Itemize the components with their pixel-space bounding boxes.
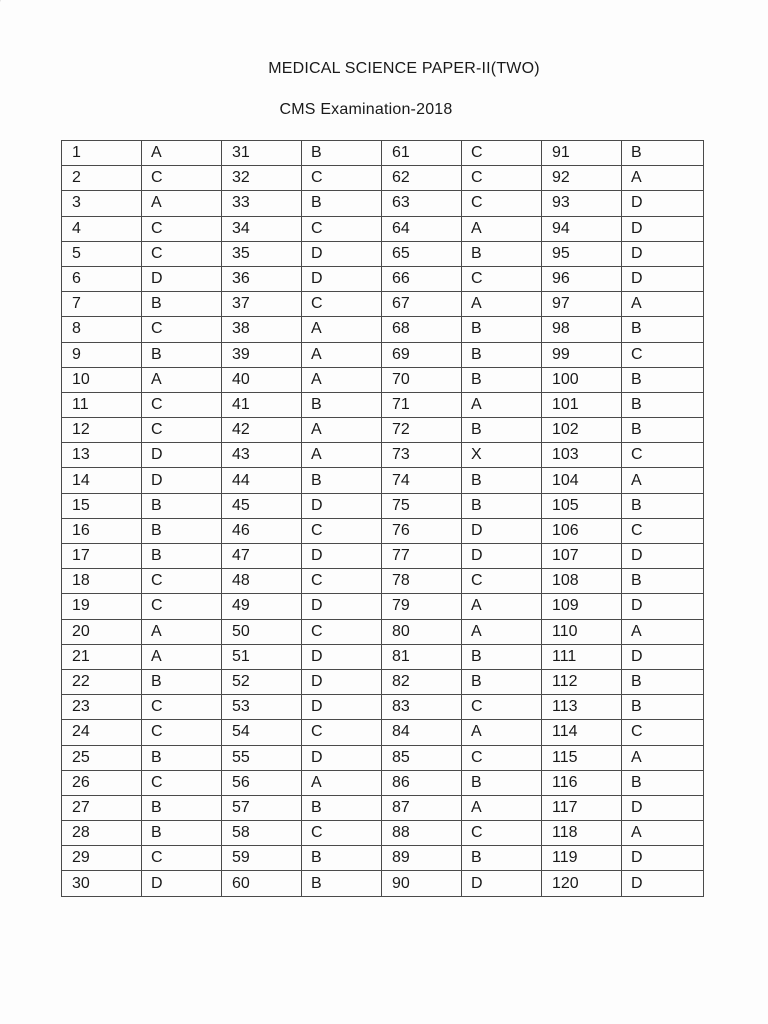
table-row bbox=[62, 266, 704, 291]
answer-option: C bbox=[622, 342, 704, 367]
question-number: 59 bbox=[222, 846, 302, 871]
question-number: 67 bbox=[382, 292, 462, 317]
table-row bbox=[62, 644, 704, 669]
question-number: 43 bbox=[222, 443, 302, 468]
question-number: 30 bbox=[62, 871, 142, 896]
question-number: 53 bbox=[222, 695, 302, 720]
answer-option: C bbox=[302, 569, 382, 594]
answer-option: D bbox=[302, 669, 382, 694]
answer-option: X bbox=[462, 443, 542, 468]
question-number: 37 bbox=[222, 292, 302, 317]
table-row bbox=[62, 317, 704, 342]
question-number: 70 bbox=[382, 367, 462, 392]
table-row bbox=[62, 216, 704, 241]
answer-option: B bbox=[302, 141, 382, 166]
answer-option: C bbox=[142, 166, 222, 191]
question-number: 57 bbox=[222, 795, 302, 820]
answer-option: B bbox=[142, 544, 222, 569]
table-row bbox=[62, 619, 704, 644]
answer-option: C bbox=[142, 317, 222, 342]
question-number: 69 bbox=[382, 342, 462, 367]
question-number: 52 bbox=[222, 669, 302, 694]
answer-option: A bbox=[622, 619, 704, 644]
answer-option: C bbox=[462, 191, 542, 216]
question-number: 44 bbox=[222, 468, 302, 493]
table-row bbox=[62, 392, 704, 417]
answer-option: C bbox=[302, 619, 382, 644]
answer-option: C bbox=[142, 392, 222, 417]
answer-option: A bbox=[622, 821, 704, 846]
question-number: 117 bbox=[542, 795, 622, 820]
answer-option: C bbox=[302, 166, 382, 191]
question-number: 89 bbox=[382, 846, 462, 871]
answer-option: C bbox=[142, 695, 222, 720]
answer-option: C bbox=[622, 518, 704, 543]
answer-option: C bbox=[622, 720, 704, 745]
question-number: 7 bbox=[62, 292, 142, 317]
answer-option: A bbox=[142, 644, 222, 669]
question-number: 95 bbox=[542, 241, 622, 266]
question-number: 10 bbox=[62, 367, 142, 392]
question-number: 78 bbox=[382, 569, 462, 594]
question-number: 112 bbox=[542, 669, 622, 694]
question-number: 100 bbox=[542, 367, 622, 392]
question-number: 29 bbox=[62, 846, 142, 871]
question-number: 99 bbox=[542, 342, 622, 367]
answer-option: B bbox=[462, 418, 542, 443]
answer-option: B bbox=[622, 317, 704, 342]
question-number: 36 bbox=[222, 266, 302, 291]
question-number: 115 bbox=[542, 745, 622, 770]
question-number: 46 bbox=[222, 518, 302, 543]
answer-option: B bbox=[142, 493, 222, 518]
question-number: 81 bbox=[382, 644, 462, 669]
answer-option: C bbox=[462, 695, 542, 720]
answer-option: D bbox=[302, 544, 382, 569]
question-number: 102 bbox=[542, 418, 622, 443]
question-number: 94 bbox=[542, 216, 622, 241]
question-number: 47 bbox=[222, 544, 302, 569]
answer-option: D bbox=[302, 266, 382, 291]
question-number: 15 bbox=[62, 493, 142, 518]
answer-option: B bbox=[302, 846, 382, 871]
answer-option: A bbox=[462, 720, 542, 745]
question-number: 92 bbox=[542, 166, 622, 191]
answer-option: C bbox=[622, 443, 704, 468]
answer-option: D bbox=[142, 468, 222, 493]
question-number: 50 bbox=[222, 619, 302, 644]
question-number: 40 bbox=[222, 367, 302, 392]
question-number: 73 bbox=[382, 443, 462, 468]
answer-option: D bbox=[302, 493, 382, 518]
question-number: 6 bbox=[62, 266, 142, 291]
question-number: 71 bbox=[382, 392, 462, 417]
answer-option: C bbox=[302, 216, 382, 241]
answer-option: C bbox=[142, 216, 222, 241]
question-number: 76 bbox=[382, 518, 462, 543]
answer-option: A bbox=[302, 317, 382, 342]
answer-option: C bbox=[462, 141, 542, 166]
answer-option: B bbox=[622, 569, 704, 594]
answer-option: A bbox=[462, 795, 542, 820]
page-subtitle: CMS Examination-2018 bbox=[279, 101, 453, 118]
answer-option: C bbox=[302, 720, 382, 745]
answer-option: D bbox=[462, 544, 542, 569]
question-number: 49 bbox=[222, 594, 302, 619]
table-row bbox=[62, 367, 704, 392]
question-number: 85 bbox=[382, 745, 462, 770]
answer-option: D bbox=[302, 695, 382, 720]
table-row bbox=[62, 871, 704, 896]
question-number: 58 bbox=[222, 821, 302, 846]
answer-option: D bbox=[622, 594, 704, 619]
answer-option: B bbox=[142, 795, 222, 820]
question-number: 23 bbox=[62, 695, 142, 720]
answer-option: B bbox=[142, 518, 222, 543]
answer-option: D bbox=[142, 266, 222, 291]
question-number: 16 bbox=[62, 518, 142, 543]
question-number: 26 bbox=[62, 770, 142, 795]
answer-option: B bbox=[622, 418, 704, 443]
answer-option: D bbox=[622, 241, 704, 266]
question-number: 51 bbox=[222, 644, 302, 669]
answer-key-table bbox=[61, 140, 704, 897]
table-row bbox=[62, 292, 704, 317]
question-number: 9 bbox=[62, 342, 142, 367]
question-number: 31 bbox=[222, 141, 302, 166]
answer-option: D bbox=[622, 795, 704, 820]
table-row bbox=[62, 846, 704, 871]
table-row bbox=[62, 468, 704, 493]
question-number: 12 bbox=[62, 418, 142, 443]
answer-option: A bbox=[142, 619, 222, 644]
answer-option: B bbox=[462, 317, 542, 342]
question-number: 25 bbox=[62, 745, 142, 770]
answer-option: A bbox=[462, 594, 542, 619]
answer-option: D bbox=[302, 241, 382, 266]
answer-option: B bbox=[622, 669, 704, 694]
answer-option: B bbox=[142, 292, 222, 317]
question-number: 54 bbox=[222, 720, 302, 745]
question-number: 108 bbox=[542, 569, 622, 594]
answer-option: D bbox=[142, 871, 222, 896]
table-row bbox=[62, 821, 704, 846]
answer-option: A bbox=[622, 292, 704, 317]
question-number: 74 bbox=[382, 468, 462, 493]
answer-option: C bbox=[462, 266, 542, 291]
question-number: 62 bbox=[382, 166, 462, 191]
answer-option: D bbox=[622, 644, 704, 669]
answer-option: B bbox=[622, 392, 704, 417]
table-row bbox=[62, 695, 704, 720]
question-number: 91 bbox=[542, 141, 622, 166]
question-number: 38 bbox=[222, 317, 302, 342]
answer-option: A bbox=[302, 367, 382, 392]
answer-option: B bbox=[142, 342, 222, 367]
question-number: 35 bbox=[222, 241, 302, 266]
answer-option: A bbox=[462, 292, 542, 317]
question-number: 20 bbox=[62, 619, 142, 644]
answer-option: B bbox=[302, 871, 382, 896]
question-number: 27 bbox=[62, 795, 142, 820]
answer-option: B bbox=[622, 367, 704, 392]
answer-option: A bbox=[622, 468, 704, 493]
answer-option: C bbox=[302, 518, 382, 543]
question-number: 64 bbox=[382, 216, 462, 241]
table-row bbox=[62, 720, 704, 745]
table-row bbox=[62, 418, 704, 443]
answer-option: B bbox=[462, 770, 542, 795]
answer-option: C bbox=[142, 569, 222, 594]
question-number: 111 bbox=[542, 644, 622, 669]
table-row bbox=[62, 518, 704, 543]
question-number: 41 bbox=[222, 392, 302, 417]
answer-option: D bbox=[622, 191, 704, 216]
answer-option: D bbox=[622, 216, 704, 241]
question-number: 98 bbox=[542, 317, 622, 342]
page-title: MEDICAL SCIENCE PAPER-II(TWO) bbox=[268, 60, 540, 77]
answer-option: A bbox=[462, 619, 542, 644]
answer-option: B bbox=[302, 191, 382, 216]
answer-option: C bbox=[462, 821, 542, 846]
answer-option: A bbox=[622, 745, 704, 770]
question-number: 79 bbox=[382, 594, 462, 619]
answer-option: A bbox=[302, 342, 382, 367]
question-number: 34 bbox=[222, 216, 302, 241]
answer-option: B bbox=[622, 695, 704, 720]
question-number: 39 bbox=[222, 342, 302, 367]
question-number: 105 bbox=[542, 493, 622, 518]
question-number: 18 bbox=[62, 569, 142, 594]
question-number: 4 bbox=[62, 216, 142, 241]
question-number: 17 bbox=[62, 544, 142, 569]
question-number: 116 bbox=[542, 770, 622, 795]
answer-option: B bbox=[302, 392, 382, 417]
question-number: 2 bbox=[62, 166, 142, 191]
answer-option: B bbox=[302, 468, 382, 493]
answer-option: C bbox=[142, 241, 222, 266]
answer-option: A bbox=[142, 191, 222, 216]
question-number: 45 bbox=[222, 493, 302, 518]
answer-option: B bbox=[462, 367, 542, 392]
answer-option: A bbox=[462, 392, 542, 417]
answer-option: A bbox=[622, 166, 704, 191]
answer-option: B bbox=[462, 342, 542, 367]
answer-option: D bbox=[302, 745, 382, 770]
answer-option: B bbox=[462, 493, 542, 518]
question-number: 88 bbox=[382, 821, 462, 846]
question-number: 83 bbox=[382, 695, 462, 720]
question-number: 68 bbox=[382, 317, 462, 342]
answer-option: A bbox=[142, 367, 222, 392]
answer-option: C bbox=[302, 292, 382, 317]
question-number: 93 bbox=[542, 191, 622, 216]
answer-option: A bbox=[302, 418, 382, 443]
scan-artifact-line bbox=[0, 0, 25, 51]
question-number: 24 bbox=[62, 720, 142, 745]
question-number: 72 bbox=[382, 418, 462, 443]
answer-option: B bbox=[302, 795, 382, 820]
table-row bbox=[62, 443, 704, 468]
question-number: 113 bbox=[542, 695, 622, 720]
question-number: 14 bbox=[62, 468, 142, 493]
question-number: 86 bbox=[382, 770, 462, 795]
answer-option: D bbox=[622, 871, 704, 896]
question-number: 110 bbox=[542, 619, 622, 644]
answer-option: B bbox=[462, 468, 542, 493]
question-number: 80 bbox=[382, 619, 462, 644]
question-number: 119 bbox=[542, 846, 622, 871]
answer-option: D bbox=[142, 443, 222, 468]
question-number: 66 bbox=[382, 266, 462, 291]
answer-option: D bbox=[462, 871, 542, 896]
question-number: 118 bbox=[542, 821, 622, 846]
question-number: 32 bbox=[222, 166, 302, 191]
table-row bbox=[62, 342, 704, 367]
answer-option: B bbox=[142, 669, 222, 694]
question-number: 8 bbox=[62, 317, 142, 342]
question-number: 87 bbox=[382, 795, 462, 820]
question-number: 120 bbox=[542, 871, 622, 896]
answer-option: C bbox=[142, 418, 222, 443]
table-row bbox=[62, 770, 704, 795]
question-number: 103 bbox=[542, 443, 622, 468]
question-number: 63 bbox=[382, 191, 462, 216]
table-row bbox=[62, 241, 704, 266]
question-number: 5 bbox=[62, 241, 142, 266]
answer-option: B bbox=[622, 493, 704, 518]
table-row bbox=[62, 493, 704, 518]
question-number: 82 bbox=[382, 669, 462, 694]
answer-option: B bbox=[462, 669, 542, 694]
answer-option: D bbox=[622, 846, 704, 871]
question-number: 28 bbox=[62, 821, 142, 846]
question-number: 109 bbox=[542, 594, 622, 619]
question-number: 11 bbox=[62, 392, 142, 417]
answer-option: C bbox=[142, 846, 222, 871]
answer-option: D bbox=[622, 544, 704, 569]
answer-option: D bbox=[462, 518, 542, 543]
table-row bbox=[62, 594, 704, 619]
question-number: 19 bbox=[62, 594, 142, 619]
question-number: 77 bbox=[382, 544, 462, 569]
question-number: 42 bbox=[222, 418, 302, 443]
answer-option: C bbox=[142, 594, 222, 619]
table-row bbox=[62, 745, 704, 770]
table-row bbox=[62, 191, 704, 216]
question-number: 114 bbox=[542, 720, 622, 745]
question-number: 56 bbox=[222, 770, 302, 795]
answer-option: B bbox=[622, 770, 704, 795]
answer-option: B bbox=[462, 846, 542, 871]
answer-option: D bbox=[622, 266, 704, 291]
answer-option: D bbox=[302, 594, 382, 619]
table-row bbox=[62, 569, 704, 594]
answer-option: A bbox=[142, 141, 222, 166]
answer-option: C bbox=[462, 166, 542, 191]
answer-option: A bbox=[302, 770, 382, 795]
question-number: 106 bbox=[542, 518, 622, 543]
answer-option: B bbox=[142, 745, 222, 770]
question-number: 22 bbox=[62, 669, 142, 694]
answer-option: B bbox=[462, 644, 542, 669]
question-number: 48 bbox=[222, 569, 302, 594]
table-row bbox=[62, 795, 704, 820]
answer-option: C bbox=[302, 821, 382, 846]
answer-option: A bbox=[302, 443, 382, 468]
table-row bbox=[62, 166, 704, 191]
question-number: 90 bbox=[382, 871, 462, 896]
question-number: 13 bbox=[62, 443, 142, 468]
question-number: 65 bbox=[382, 241, 462, 266]
question-number: 60 bbox=[222, 871, 302, 896]
question-number: 55 bbox=[222, 745, 302, 770]
question-number: 3 bbox=[62, 191, 142, 216]
question-number: 101 bbox=[542, 392, 622, 417]
answer-option: C bbox=[142, 770, 222, 795]
table-row bbox=[62, 141, 704, 166]
question-number: 96 bbox=[542, 266, 622, 291]
question-number: 75 bbox=[382, 493, 462, 518]
question-number: 97 bbox=[542, 292, 622, 317]
answer-option: C bbox=[142, 720, 222, 745]
question-number: 21 bbox=[62, 644, 142, 669]
question-number: 84 bbox=[382, 720, 462, 745]
table-row bbox=[62, 544, 704, 569]
answer-option: A bbox=[462, 216, 542, 241]
answer-option: B bbox=[462, 241, 542, 266]
answer-option: C bbox=[462, 569, 542, 594]
question-number: 104 bbox=[542, 468, 622, 493]
answer-option: B bbox=[622, 141, 704, 166]
question-number: 61 bbox=[382, 141, 462, 166]
answer-option: B bbox=[142, 821, 222, 846]
question-number: 107 bbox=[542, 544, 622, 569]
table-row bbox=[62, 669, 704, 694]
answer-option: D bbox=[302, 644, 382, 669]
question-number: 33 bbox=[222, 191, 302, 216]
question-number: 1 bbox=[62, 141, 142, 166]
answer-option: C bbox=[462, 745, 542, 770]
